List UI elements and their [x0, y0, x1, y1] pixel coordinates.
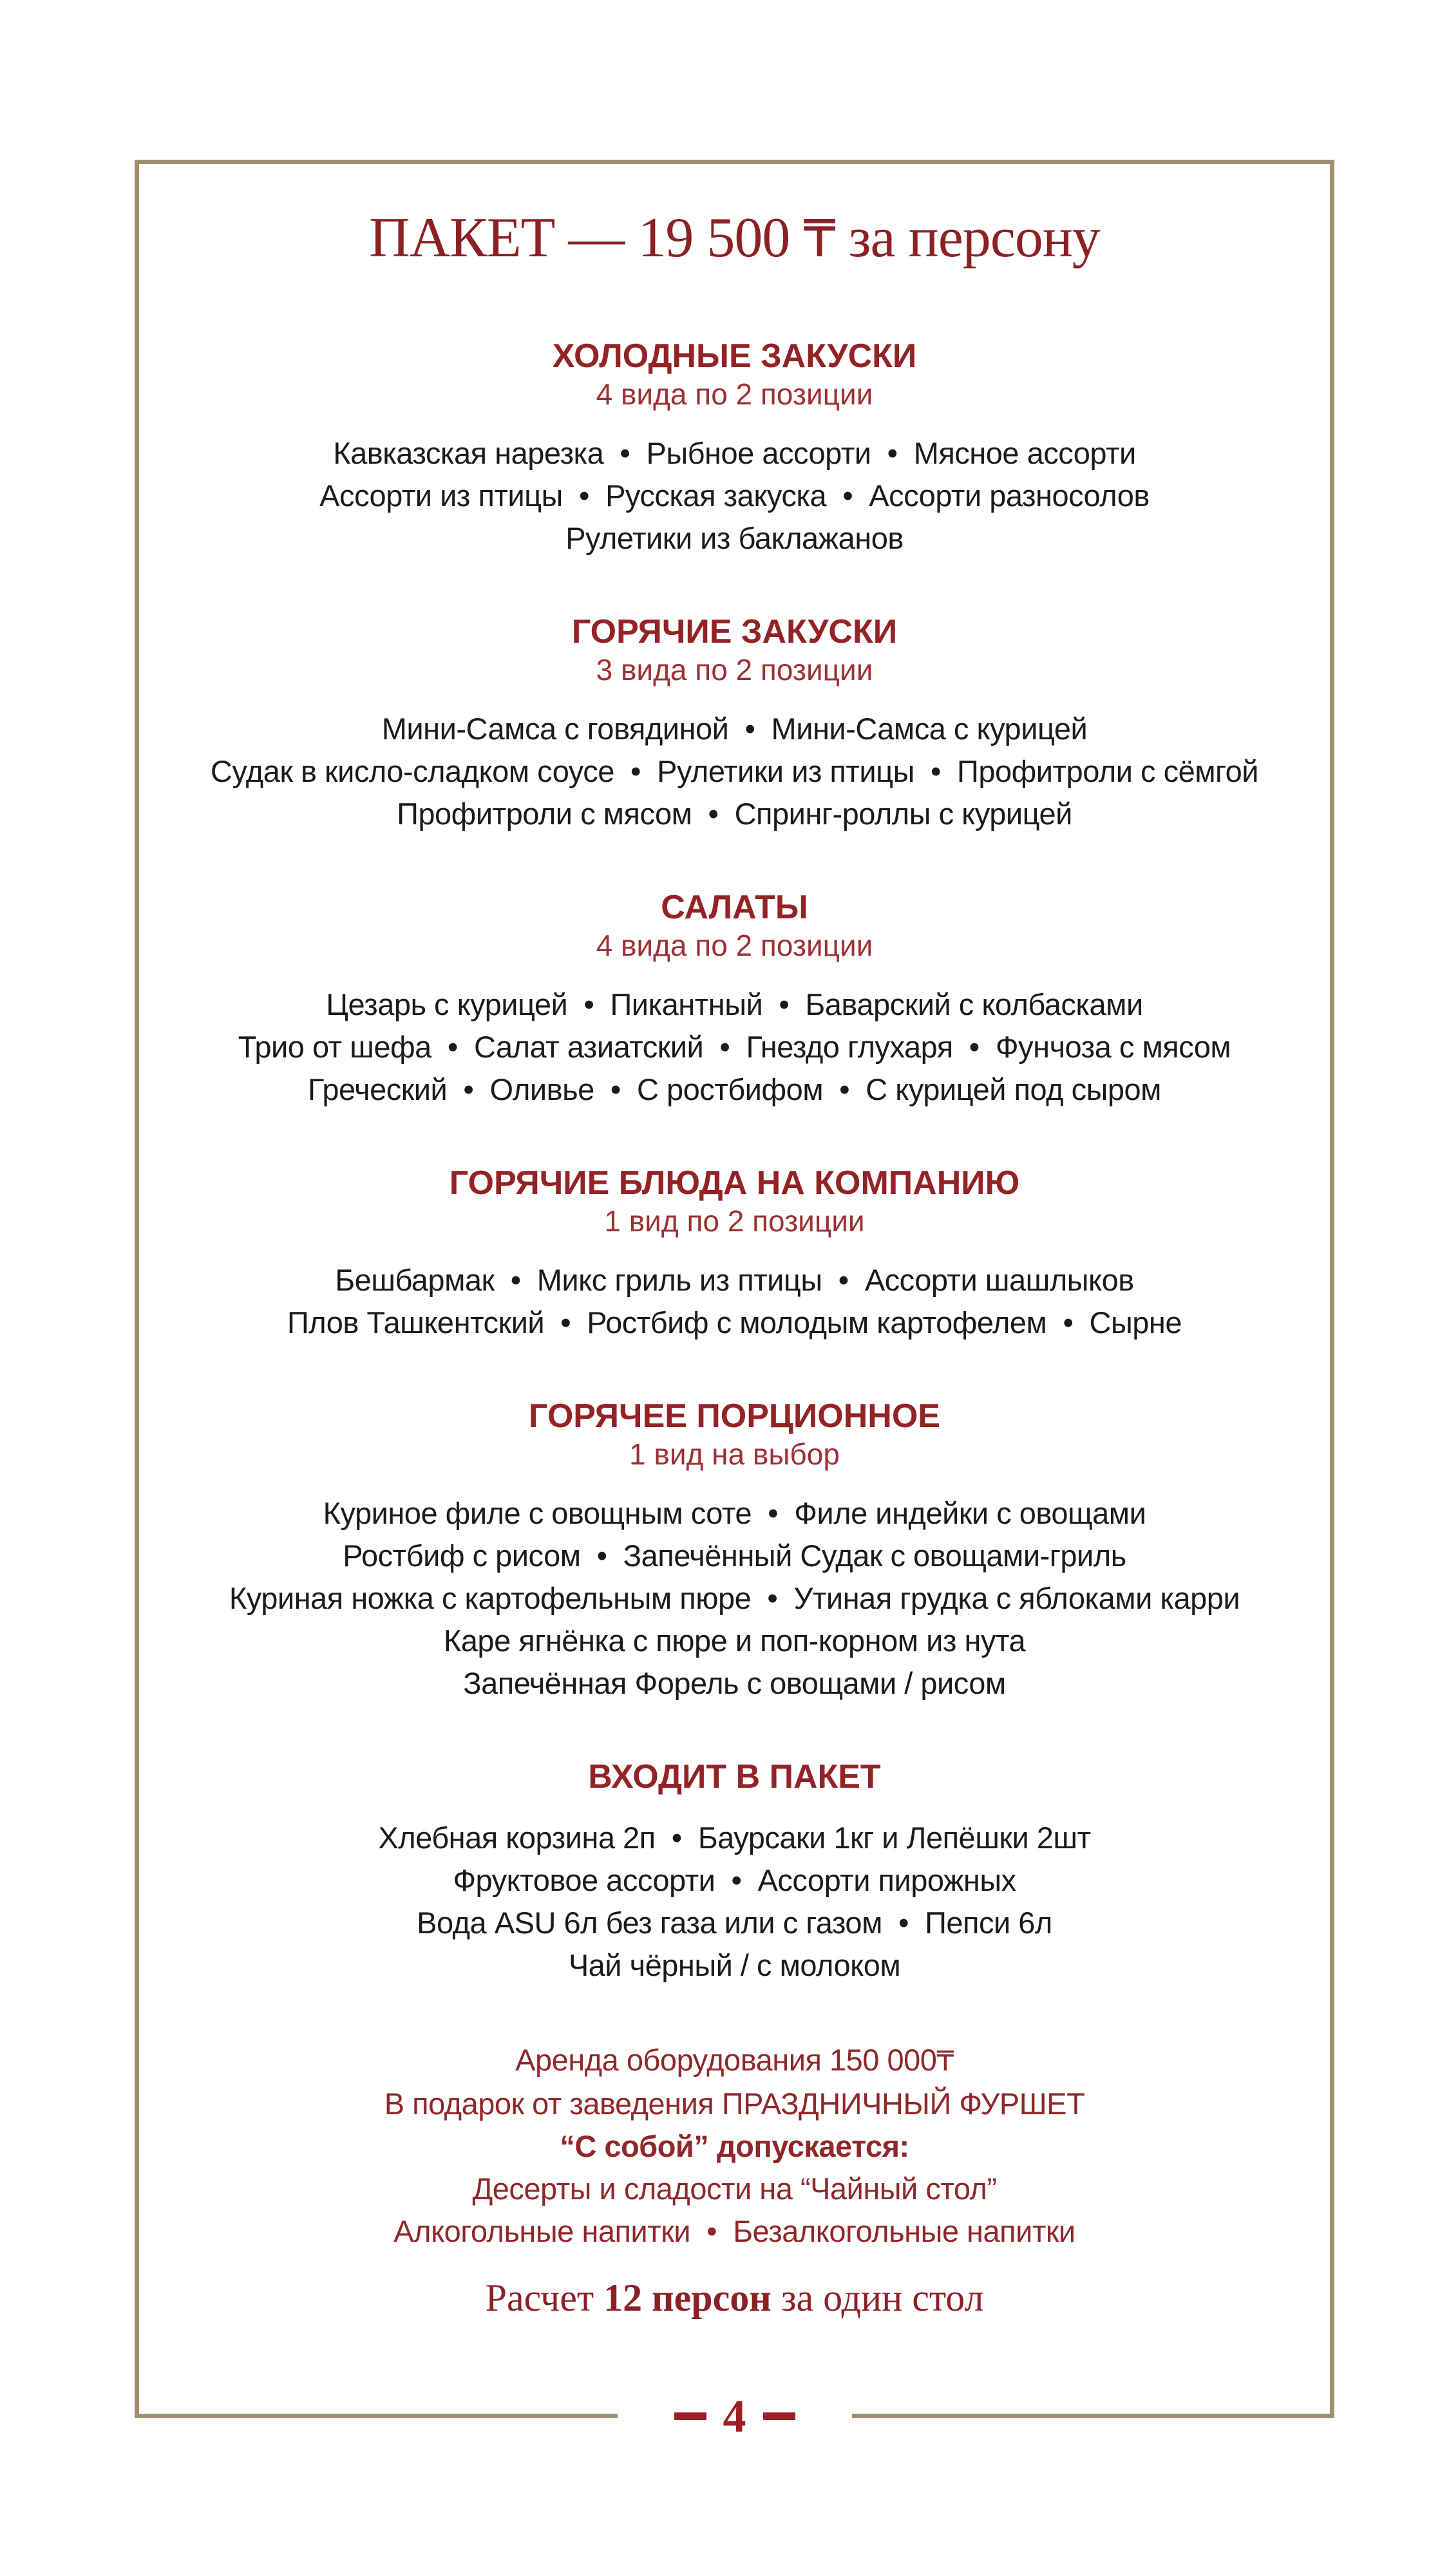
dish-line: Хлебная корзина 2п • Баурсаки 1кг и Лепёшки 2шт — [378, 1821, 1091, 1855]
dish-line: Греческий • Оливье • С ростбифом • С курицей под сыром — [308, 1072, 1161, 1106]
calculation-line — [139, 2276, 1330, 2320]
section-subtitle: 1 вид на выбор — [629, 1437, 840, 1471]
dish-line: Бешбармак • Микс гриль из птицы • Ассорти шашлыков — [335, 1263, 1134, 1297]
dish-line: Вода ASU 6л без газа или с газом • Пепси 6л — [417, 1906, 1052, 1940]
page-number — [618, 2391, 852, 2442]
page-number-value: 4 — [723, 2391, 746, 2442]
calculation-suffix: за один стол — [781, 2277, 984, 2319]
section-hot-dishes-group — [139, 1165, 1330, 1344]
note-takeaway-drinks: Алкогольные напитки • Безалкогольные напитки — [393, 2214, 1075, 2248]
tenge-currency-symbol: ₸ — [936, 2045, 954, 2077]
footer-notes — [139, 2039, 1330, 2253]
note-takeaway-desserts: Десерты и сладости на “Чайный стол” — [472, 2172, 997, 2206]
dish-line: Ассорти из птицы • Русская закуска • Ассорти разносолов — [319, 478, 1150, 513]
calculation-prefix: Расчет — [485, 2277, 594, 2319]
page-title — [139, 208, 1330, 269]
section-salads — [139, 889, 1330, 1111]
page-title-prefix: ПАКЕТ — 19 500 — [369, 207, 790, 269]
dish-line: Фруктовое ассорти • Ассорти пирожных — [453, 1863, 1016, 1897]
dish-line: Плов Ташкентский • Ростбиф с молодым картофелем • Сырне — [287, 1305, 1182, 1340]
note-takeaway-title: “С собой” допускается: — [560, 2129, 909, 2163]
dish-line: Цезарь с курицей • Пикантный • Баварский с колбасками — [326, 987, 1143, 1021]
section-items — [139, 1817, 1330, 1987]
section-subtitle: 1 вид по 2 позиции — [604, 1204, 865, 1238]
section-title: САЛАТЫ — [661, 889, 808, 926]
section-items — [139, 432, 1330, 560]
page-number-dash — [763, 2412, 795, 2420]
section-cold-appetizers — [139, 338, 1330, 560]
dish-line: Профитроли с мясом • Спринг-роллы с курицей — [397, 797, 1072, 831]
section-items — [139, 1492, 1330, 1705]
tenge-currency-symbol: ₸ — [803, 209, 835, 269]
dish-line: Ростбиф с рисом • Запечённый Судак с овощами-гриль — [343, 1539, 1126, 1573]
dish-line: Судак в кисло-сладком соусе • Рулетики из птицы • Профитроли с сёмгой — [210, 754, 1259, 788]
dish-line: Куриная ножка с картофельным пюре • Утиная грудка с яблоками карри — [229, 1581, 1240, 1615]
section-title: ВХОДИТ В ПАКЕТ — [588, 1758, 881, 1795]
section-title: ГОРЯЧИЕ БЛЮДА НА КОМПАНИЮ — [449, 1164, 1020, 1202]
dish-line: Запечённая Форель с овощами / рисом — [463, 1666, 1006, 1700]
section-items — [139, 983, 1330, 1111]
dish-line: Чай чёрный / с молоком — [568, 1948, 901, 1982]
menu-frame — [135, 160, 1334, 2442]
section-hot-portioned — [139, 1398, 1330, 1705]
section-title: ГОРЯЧИЕ ЗАКУСКИ — [571, 613, 898, 650]
section-items — [139, 708, 1330, 835]
section-title: ГОРЯЧЕЕ ПОРЦИОННОЕ — [529, 1397, 940, 1435]
section-hot-appetizers — [139, 614, 1330, 835]
section-title: ХОЛОДНЫЕ ЗАКУСКИ — [552, 337, 917, 375]
dish-line: Рулетики из баклажанов — [565, 521, 904, 555]
page-title-suffix: за персону — [848, 207, 1100, 269]
dish-line: Куриное филе с овощным соте • Филе индейки с овощами — [323, 1496, 1146, 1530]
dish-line: Трио от шефа • Салат азиатский • Гнездо глухаря • Фунчоза с мясом — [238, 1030, 1231, 1064]
section-subtitle: 3 вида по 2 позиции — [596, 653, 873, 687]
dish-line: Мини-Самса с говядиной • Мини-Самса с курицей — [381, 712, 1088, 746]
dish-line: Кавказская нарезка • Рыбное ассорти • Мясное ассорти — [333, 436, 1136, 470]
section-subtitle: 4 вида по 2 позиции — [596, 377, 873, 411]
dish-line: Каре ягнёнка с пюре и поп-корном из нута — [443, 1624, 1026, 1658]
section-subtitle: 4 вида по 2 позиции — [596, 929, 873, 962]
note-rent-text: Аренда оборудования 150 000 — [515, 2043, 937, 2077]
calculation-persons: 12 персон — [603, 2277, 772, 2319]
note-equipment-rent — [139, 2039, 1330, 2083]
page-number-dash — [674, 2412, 706, 2420]
section-included-in-package — [139, 1759, 1330, 1987]
note-gift: В подарок от заведения ПРАЗДНИЧНЫЙ ФУРШЕТ — [384, 2087, 1085, 2121]
section-items — [139, 1259, 1330, 1344]
